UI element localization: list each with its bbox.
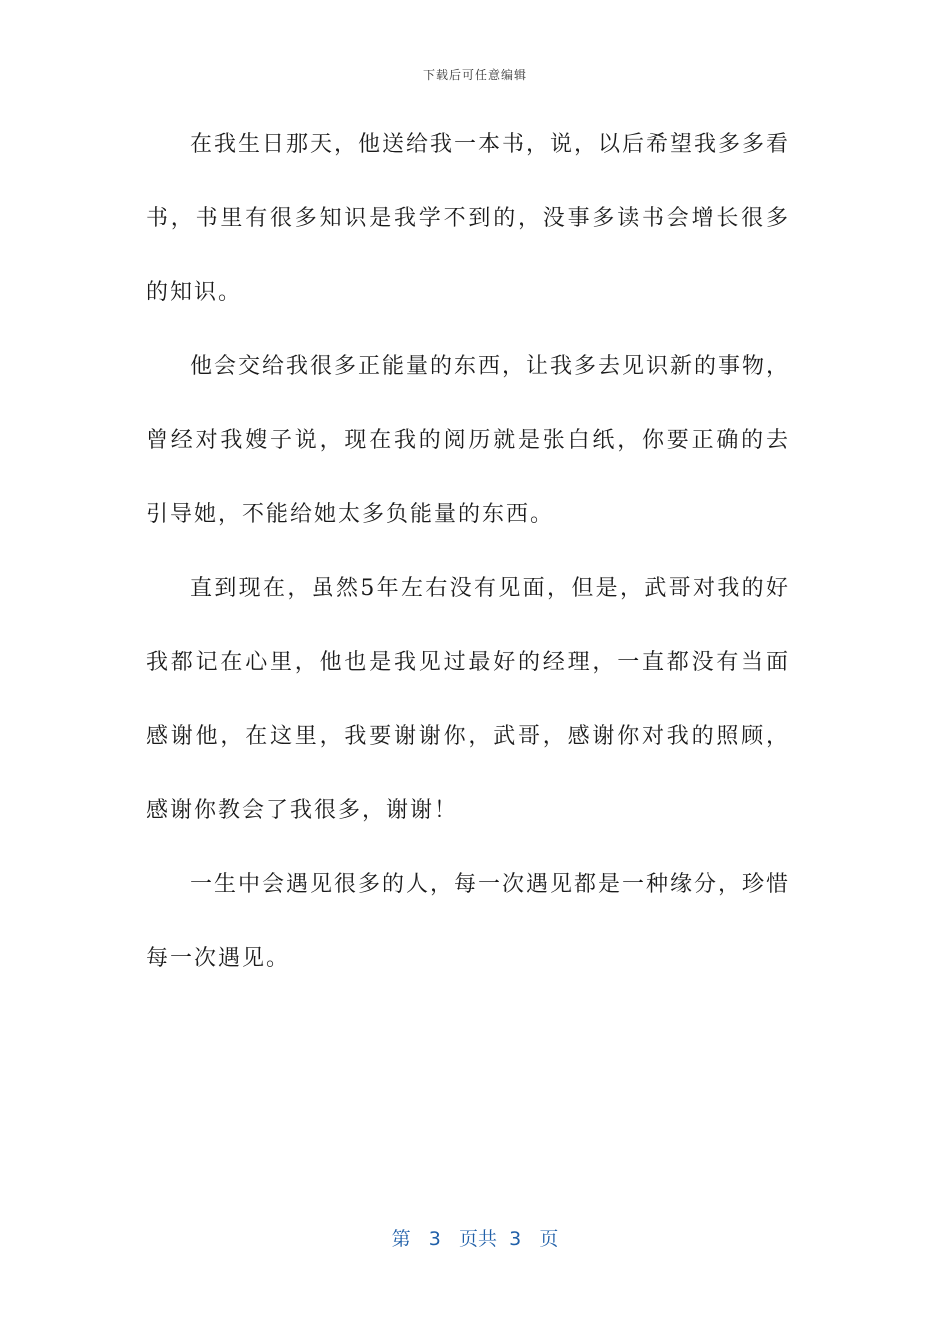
total-pages-number: 3 bbox=[509, 1228, 522, 1250]
page-label-prefix: 第 bbox=[391, 1228, 411, 1250]
paragraph: 在我生日那天，他送给我一本书，说，以后希望我多多看书，书里有很多知识是我学不到的，没事多读书会增长很多的知识。 bbox=[146, 132, 791, 305]
paragraph: 一生中会遇见很多的人，每一次遇见都是一种缘分，珍惜每一次遇见。 bbox=[146, 872, 791, 971]
header-note: 下载后可任意编辑 bbox=[422, 68, 527, 82]
document-body bbox=[146, 108, 790, 996]
page-footer bbox=[0, 1224, 950, 1251]
page-label-mid: 页共 bbox=[459, 1228, 498, 1250]
paragraph: 他会交给我很多正能量的东西，让我多去见识新的事物，曾经对我嫂子说，现在我的阅历就是张白纸，你要正确的去引导她，不能给她太多负能量的东西。 bbox=[146, 354, 791, 527]
page-label-suffix: 页 bbox=[539, 1228, 559, 1250]
page-header bbox=[0, 66, 950, 83]
paragraph: 直到现在，虽然5年左右没有见面，但是，武哥对我的好我都记在心里，他也是我见过最好的经理，一直都没有当面感谢他，在这里，我要谢谢你，武哥，感谢你对我的照顾，感谢你教会了我很多，谢谢！ bbox=[146, 576, 790, 823]
current-page-number: 3 bbox=[428, 1228, 441, 1250]
